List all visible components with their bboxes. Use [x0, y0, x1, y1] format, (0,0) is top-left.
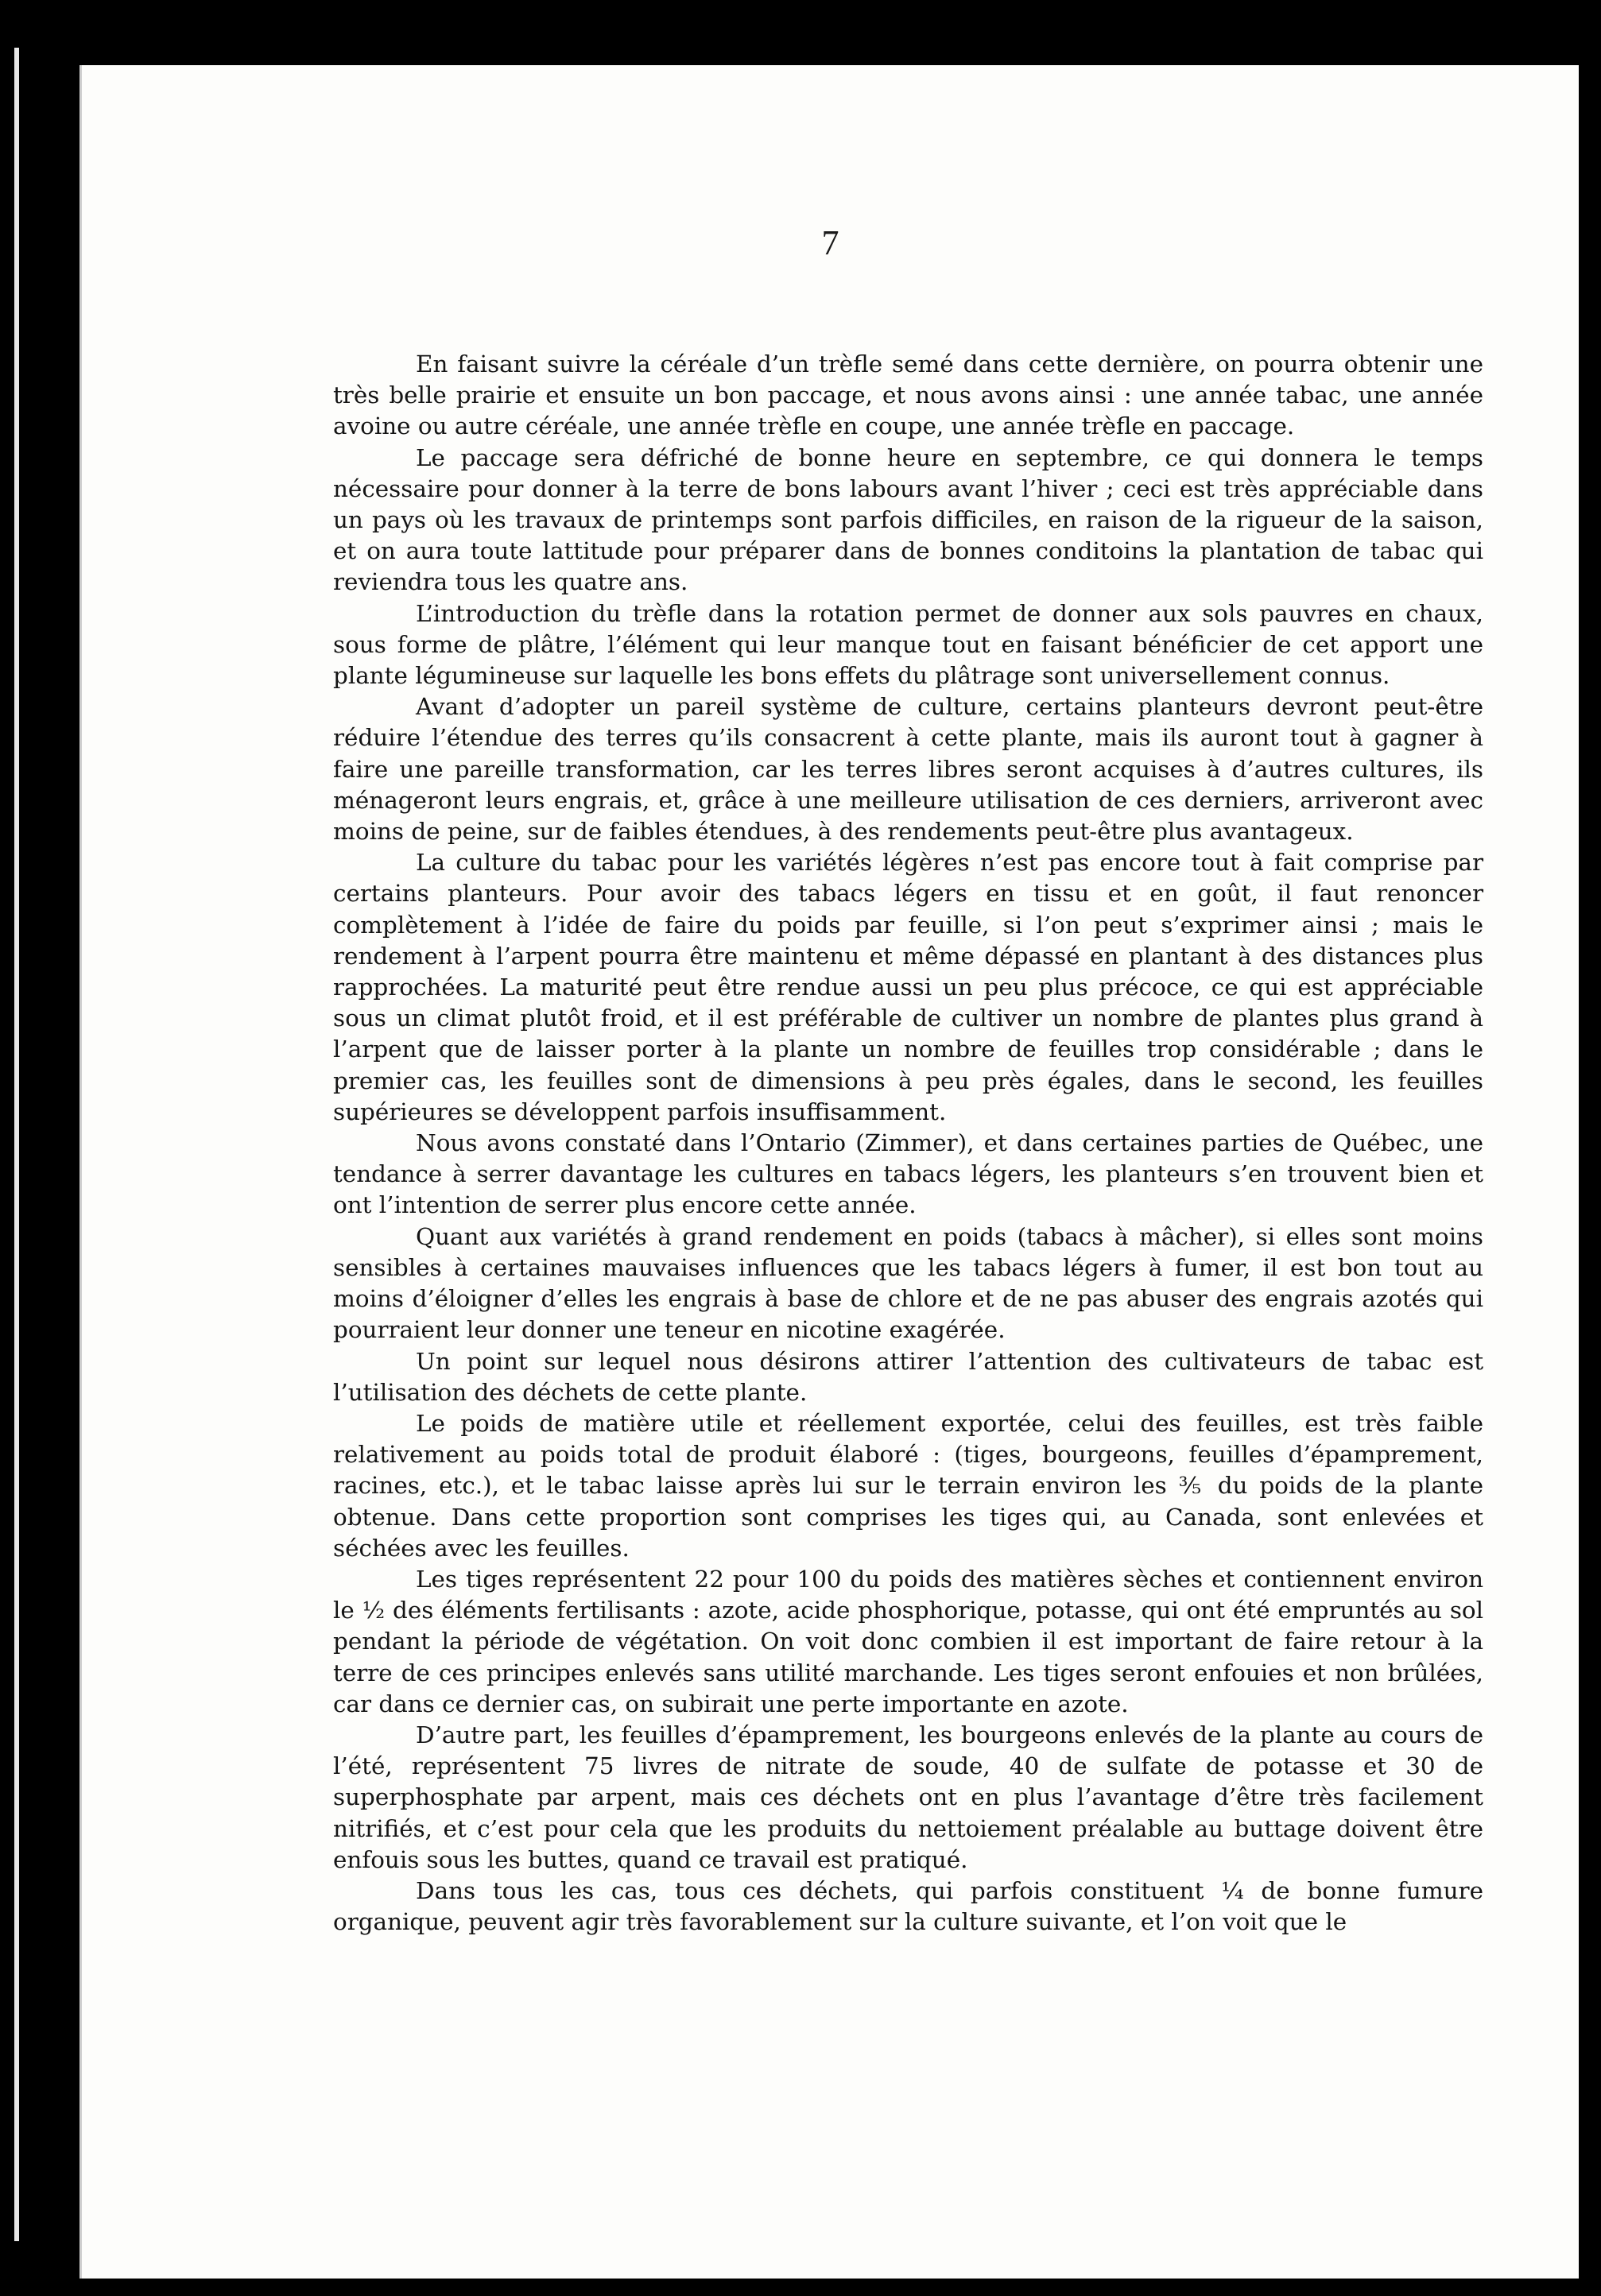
- document-page: [79, 65, 1579, 2279]
- paragraph: D’autre part, les feuilles d’épamprement, les bourgeons enlevés de la plante au cours de l’été, représentent 75 livres de nitrate de soude, 40 de sulfate de potasse et 30 de superphosphate par arpent, mais ces déchets ont en plus l’avantage d’être très facilement nitrifiés, et c’est pour cela que les produits du nettoiement préalable au buttage doivent être enfouis sous les buttes, quand ce travail est pratiqué.: [333, 1721, 1483, 1873]
- paragraph: En faisant suivre la céréale d’un trèfle semé dans cette dernière, on pourra obtenir une très belle prairie et ensuite un bon paccage, et nous avons ainsi : une année tabac, une année avoine ou autre céréale, une année trèfle en coupe, une année trèfle en paccage.: [333, 350, 1483, 440]
- paragraph: Avant d’adopter un pareil système de culture, certains planteurs devront peut-être réduire l’étendue des terres qu’ils consacrent à cette plante, mais ils auront tout à gagner à faire une pareille transformation, car les terres libres seront acquises à d’autres cultures, ils ménageront leurs engrais, et, grâce à une meilleure utilisation de ces derniers, arriveront avec moins de peine, sur de faibles étendues, à des rendements peut-être plus avantageux.: [333, 693, 1483, 846]
- paragraph: Quant aux variétés à grand rendement en poids (tabacs à mâcher), si elles sont moins sensibles à certaines mauvaises influences que les tabacs légers à fumer, il est bon tout au moins d’éloigner d’elles les engrais à base de chlore et de ne pas abuser des engrais azotés qui pourraient leur donner une teneur en nicotine exagérée.: [333, 1222, 1483, 1344]
- paragraph: Les tiges représentent 22 pour 100 du poids des matières sèches et contiennent environ le ½ des éléments fertilisants : azote, acide phosphorique, potasse, qui ont été empruntés au sol pendant la période de végétation. On voit donc combien il est important de faire retour à la terre de ces principes enlevés sans utilité marchande. Les tiges seront enfouies et non brûlées, car dans ce dernier cas, on subirait une perte importante en azote.: [333, 1565, 1483, 1717]
- paragraph: Le poids de matière utile et réellement exportée, celui des feuilles, est très faible relativement au poids total de produit élaboré : (tiges, bourgeons, feuilles d’épamprement, racines, etc.), et le tabac laisse après lui sur le terrain environ les ⅗ du poids de la plante obtenue. Dans cette proportion sont comprises les tiges qui, au Canada, sont enlevées et séchées avec les feuilles.: [333, 1409, 1483, 1562]
- paragraph: Nous avons constaté dans l’Ontario (Zimmer), et dans certaines parties de Québec, une tendance à serrer davantage les cultures en tabacs légers, les planteurs s’en trouvent bien et ont l’intention de serrer plus encore cette année.: [333, 1129, 1483, 1219]
- paragraph: Dans tous les cas, tous ces déchets, qui parfois constituent ¼ de bonne fumure organique, peuvent agir très favorablement sur la culture suivante, et l’on voit que le: [333, 1876, 1483, 1936]
- adjacent-page-edge: [14, 48, 19, 2241]
- paragraph: L’introduction du trèfle dans la rotation permet de donner aux sols pauvres en chaux, sous forme de plâtre, l’élément qui leur manque tout en faisant bénéficier de cet apport une plante légumineuse sur laquelle les bons effets du plâtrage sont universellement connus.: [333, 599, 1483, 690]
- paragraph: Le paccage sera défriché de bonne heure en septembre, ce qui donnera le temps nécessaire pour donner à la terre de bons labours avant l’hiver ; ceci est très appréciable dans un pays où les travaux de printemps sont parfois difficiles, en raison de la rigueur de la saison, et on aura toute lattitude pour préparer dans de bonnes conditoins la plantation de tabac qui reviendra tous les quatre ans.: [333, 443, 1483, 596]
- paragraph: Un point sur lequel nous désirons attirer l’attention des cultivateurs de tabac est l’utilisation des déchets de cette plante.: [333, 1347, 1483, 1406]
- page-number: 7: [821, 223, 839, 262]
- paragraph: La culture du tabac pour les variétés légères n’est pas encore tout à fait comprise par certains planteurs. Pour avoir des tabacs légers en tissu et en goût, il faut renoncer complètement à l’idée de faire du poids par feuille, si l’on peut s’exprimer ainsi ; mais le rendement à l’arpent pourra être maintenu et même dépassé en plantant à des distances plus rapprochées. La maturité peut être rendue aussi un peu plus précoce, ce qui est appréciable sous un climat plutôt froid, et il est préférable de cultiver un nombre de plantes plus grand à l’arpent que de laisser porter à la plante un nombre de feuilles trop considérable ; dans le premier cas, les feuilles sont de dimensions à peu près égales, dans le second, les feuilles supérieures se développent parfois insuffisamment.: [333, 849, 1483, 1125]
- body-text: [333, 349, 1483, 1938]
